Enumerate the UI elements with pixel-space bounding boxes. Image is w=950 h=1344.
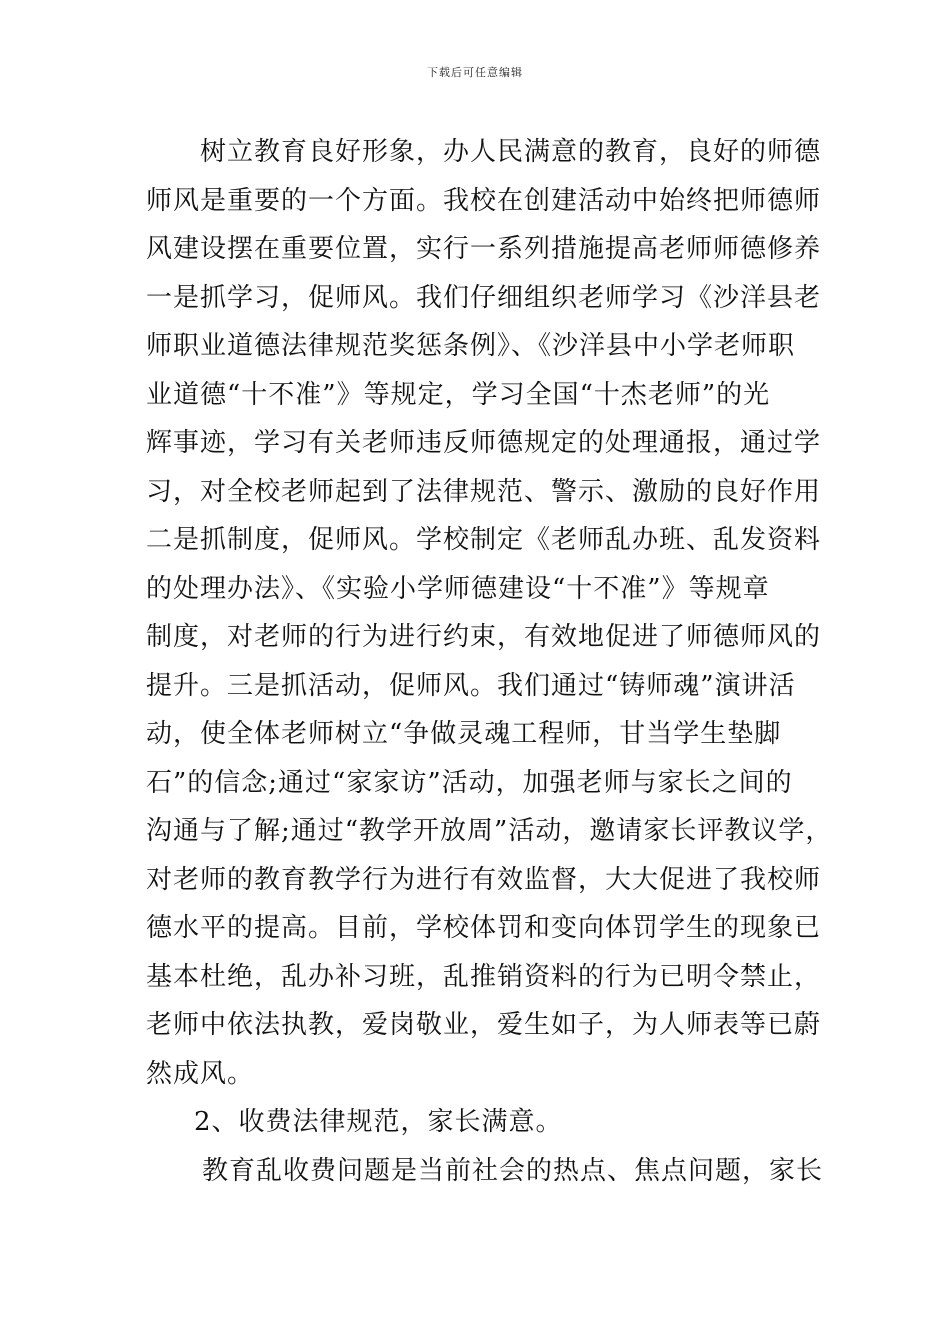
paragraph-line: 辉事迹，学习有关老师违反师德规定的处理通报，通过学 [146, 428, 822, 458]
paragraph-line: 动，使全体老师树立“争做灵魂工程师，甘当学生垫脚 [146, 719, 782, 749]
paragraph-line: 师风是重要的一个方面。我校在创建活动中始终把师德师 [146, 185, 822, 216]
paragraph-line: 习，对全校老师起到了法律规范、警示、激励的良好作用 [146, 476, 822, 507]
paragraph-line: 对老师的教育教学行为进行有效监督，大大促进了我校师 [146, 864, 822, 895]
paragraph-line: 教育乱收费问题是当前社会的热点、焦点问题，家长 [202, 1155, 824, 1186]
paragraph-line: 师职业道德法律规范奖惩条例》、《沙洋县中小学老师职 [146, 331, 796, 361]
paragraph-line: 然成风。 [146, 1058, 255, 1089]
paragraph-line: 沟通与了解;通过“教学开放周”活动，邀请家长评教议学， [146, 816, 833, 846]
paragraph-line: 基本杜绝，乱办补习班，乱推销资料的行为已明令禁止， [146, 961, 822, 992]
paragraph-line: 的处理办法》、《实验小学师德建设“十不准”》等规章 [146, 573, 770, 604]
paragraph-line: 德水平的提高。目前，学校体罚和变向体罚学生的现象已 [146, 913, 822, 943]
paragraph-line: 风建设摆在重要位置，实行一系列措施提高老师师德修养 [146, 234, 822, 264]
section-heading: 2、收费法律规范，家长满意。 [194, 1107, 563, 1137]
paragraph-line: 石”的信念;通过“家家访”活动，加强老师与家长之间的 [146, 767, 793, 798]
paragraph-line: 业道德“十不准”》等规定，学习全国“十杰老师”的光 [146, 379, 771, 410]
document-body [146, 128, 833, 1195]
paragraph-line: 提升。三是抓活动，促师风。我们通过“铸师魂”演讲活 [146, 670, 796, 701]
paragraph-line: 二是抓制度，促师风。学校制定《老师乱办班、乱发资料 [146, 525, 822, 555]
paragraph-line: 树立教育良好形象，办人民满意的教育，良好的师德 [200, 137, 822, 167]
paragraph-line: 老师中依法执教，爱岗敬业，爱生如子，为人师表等已蔚 [146, 1010, 822, 1040]
page-header: 下载后可任意编辑 [427, 66, 523, 79]
paragraph-line: 一是抓学习，促师风。我们仔细组织老师学习《沙洋县老 [146, 282, 822, 313]
paragraph-line: 制度，对老师的行为进行约束，有效地促进了师德师风的 [146, 622, 822, 652]
